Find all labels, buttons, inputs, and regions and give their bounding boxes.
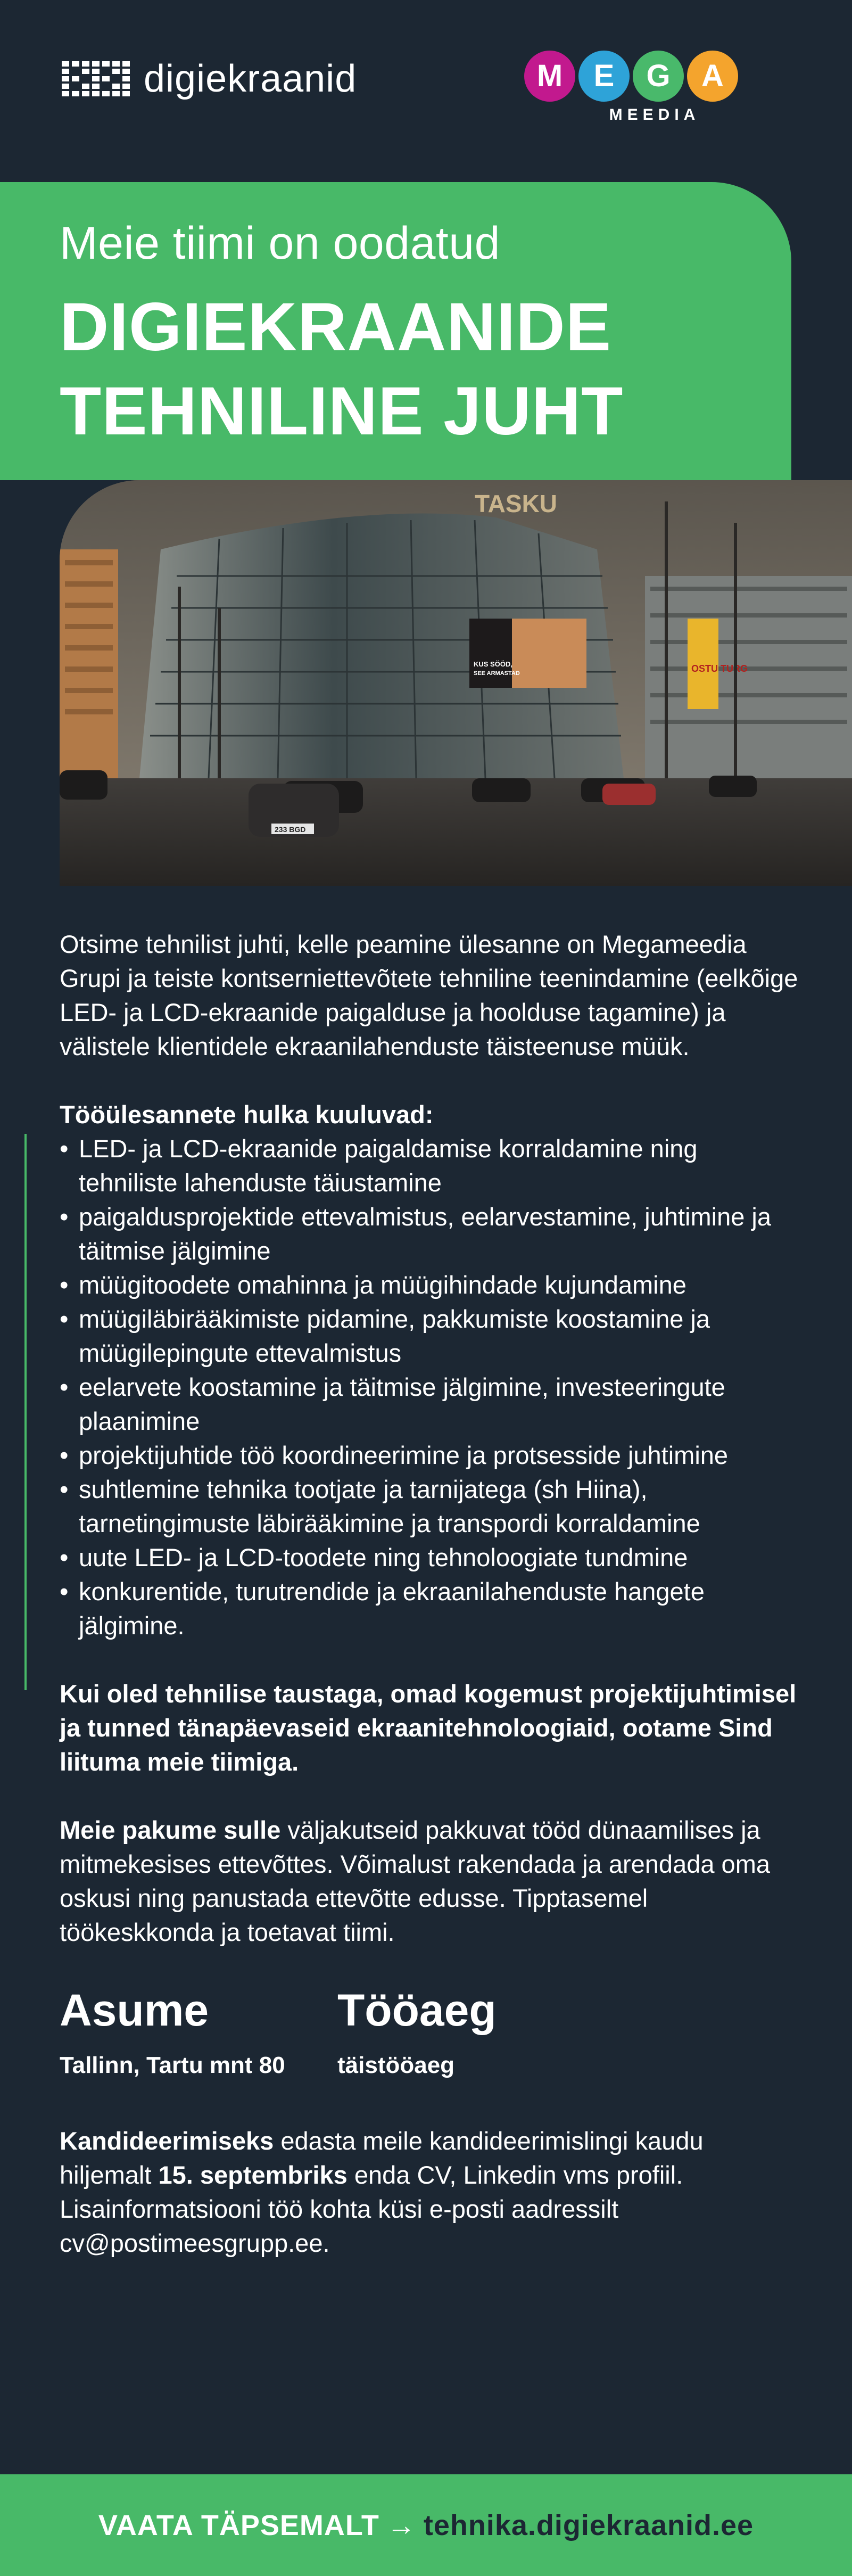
- job-info: [60, 1984, 799, 2081]
- job-title-line-2: TEHNILINE JUHT: [60, 373, 624, 449]
- offer-paragraph: [60, 1813, 799, 1949]
- meedia-label: MEEDIA: [609, 106, 700, 124]
- location-title: Asume: [60, 1985, 209, 2035]
- task-item: • müügitoodete omahinna ja müügihindade kujundamine: [60, 1268, 799, 1302]
- cta-lead: VAATA TÄPSEMALT: [98, 2509, 379, 2541]
- invite-paragraph: Kui oled tehnilise taustaga, omad kogemust projektijuhtimisel ja tunned tänapäevaseid ekraanitehnoloogiaid, ootame Sind liituma meie tiimiga.: [60, 1680, 797, 1776]
- task-item: • uute LED- ja LCD-toodete ning tehnoloogiate tundmine: [60, 1541, 799, 1575]
- task-item: • eelarvete koostamine ja täitmise jälgimine, investeeringute plaanimine: [60, 1370, 799, 1438]
- task-item: • suhtlemine tehnika tootjate ja tarnijatega (sh Hiina), tarnetingimuste läbirääkimine ja transpordi korraldamine: [60, 1472, 799, 1541]
- hero-card: [0, 182, 791, 480]
- hours-title: Tööaeg: [337, 1985, 497, 2035]
- billboard-line-1: KUS SÖÖD,: [474, 660, 512, 668]
- tasks-list: [60, 1132, 799, 1643]
- license-plate: 233 BGD: [275, 825, 306, 834]
- side-banner: OSTU TURG: [691, 663, 748, 674]
- mega-letter-g: G: [633, 51, 684, 102]
- cta-banner[interactable]: [0, 2474, 852, 2576]
- task-item: • konkurentide, turutrendide ja ekraanilahenduste hangete jälgimine.: [60, 1575, 799, 1643]
- location-block: [60, 1984, 337, 2081]
- digiekraanid-logo-icon: [62, 61, 130, 96]
- offer-text: väljakutseid pakkuvat tööd dünaamilises ja mitmekesises ettevõttes. Võimalust rakendada ja arendada oma oskusi ning panustada ettevõtte edusse. Tipptasemel töökeskkonda ja toetavat tiimi.: [60, 1816, 770, 1946]
- hero-subtitle: Meie tiimi on oodatud: [60, 218, 500, 269]
- job-title-line-1: DIGIEKRAANIDE: [60, 289, 612, 365]
- arrow-right-icon: →: [386, 2509, 416, 2541]
- task-item: • projektijuhtide töö koordineerimine ja protsesside juhtimine: [60, 1438, 799, 1472]
- billboard-line-2: SEE ARMASTAD: [474, 670, 520, 677]
- mega-letter-a: A: [687, 51, 738, 102]
- mega-letter-m: M: [524, 51, 575, 102]
- apply-deadline: 15. septembriks: [158, 2161, 348, 2189]
- digiekraanid-logo: [62, 57, 357, 100]
- job-title: [60, 285, 623, 454]
- apply-text-1: edasta meile kandideerimislingi kaudu hiljemalt: [60, 2127, 704, 2189]
- cta-link[interactable]: tehnika.digiekraanid.ee: [423, 2509, 754, 2541]
- hero-photo: [60, 480, 852, 886]
- location-value: Tallinn, Tartu mnt 80: [60, 2052, 285, 2078]
- task-item: • paigaldusprojektide ettevalmistus, eelarvestamine, juhtimine ja täitmise jälgimine: [60, 1200, 799, 1268]
- tasks-heading: Tööülesannete hulka kuuluvad:: [60, 1100, 434, 1129]
- task-item: • müügiläbirääkimiste pidamine, pakkumiste koostamine ja müügilepingute ettevalmistus: [60, 1302, 799, 1370]
- building-sign: TASKU: [475, 490, 558, 517]
- apply-text-2: enda CV, Linkedin vms profiil. Lisainformatsiooni töö kohta küsi e-posti aadressilt cv@postimeesgrupp.ee.: [60, 2161, 683, 2257]
- offer-lead: Meie pakume sulle: [60, 1816, 281, 1844]
- hours-value: täistööaeg: [337, 2052, 455, 2078]
- job-description: [60, 927, 799, 2260]
- apply-paragraph: [60, 2124, 799, 2260]
- task-item: • LED- ja LCD-ekraanide paigaldamise korraldamine ning tehniliste lahenduste täiustamine: [60, 1132, 799, 1200]
- megameedia-logo: [524, 51, 753, 124]
- intro-paragraph: Otsime tehnilist juhti, kelle peamine ülesanne on Megameedia Grupi ja teiste kontserniettevõtete tehniline teenindamine (eelkõige LED- ja LCD-ekraanide paigalduse ja hoolduse tagamine) ja välistele klientidele ekraanilahenduste täisteenuse müük.: [60, 930, 798, 1060]
- brand-name: digiekraanid: [144, 57, 357, 100]
- apply-lead: Kandideerimiseks: [60, 2127, 274, 2155]
- mega-letter-e: E: [578, 51, 630, 102]
- shopping-centre-illustration: [60, 480, 852, 886]
- hours-block: [337, 1984, 497, 2081]
